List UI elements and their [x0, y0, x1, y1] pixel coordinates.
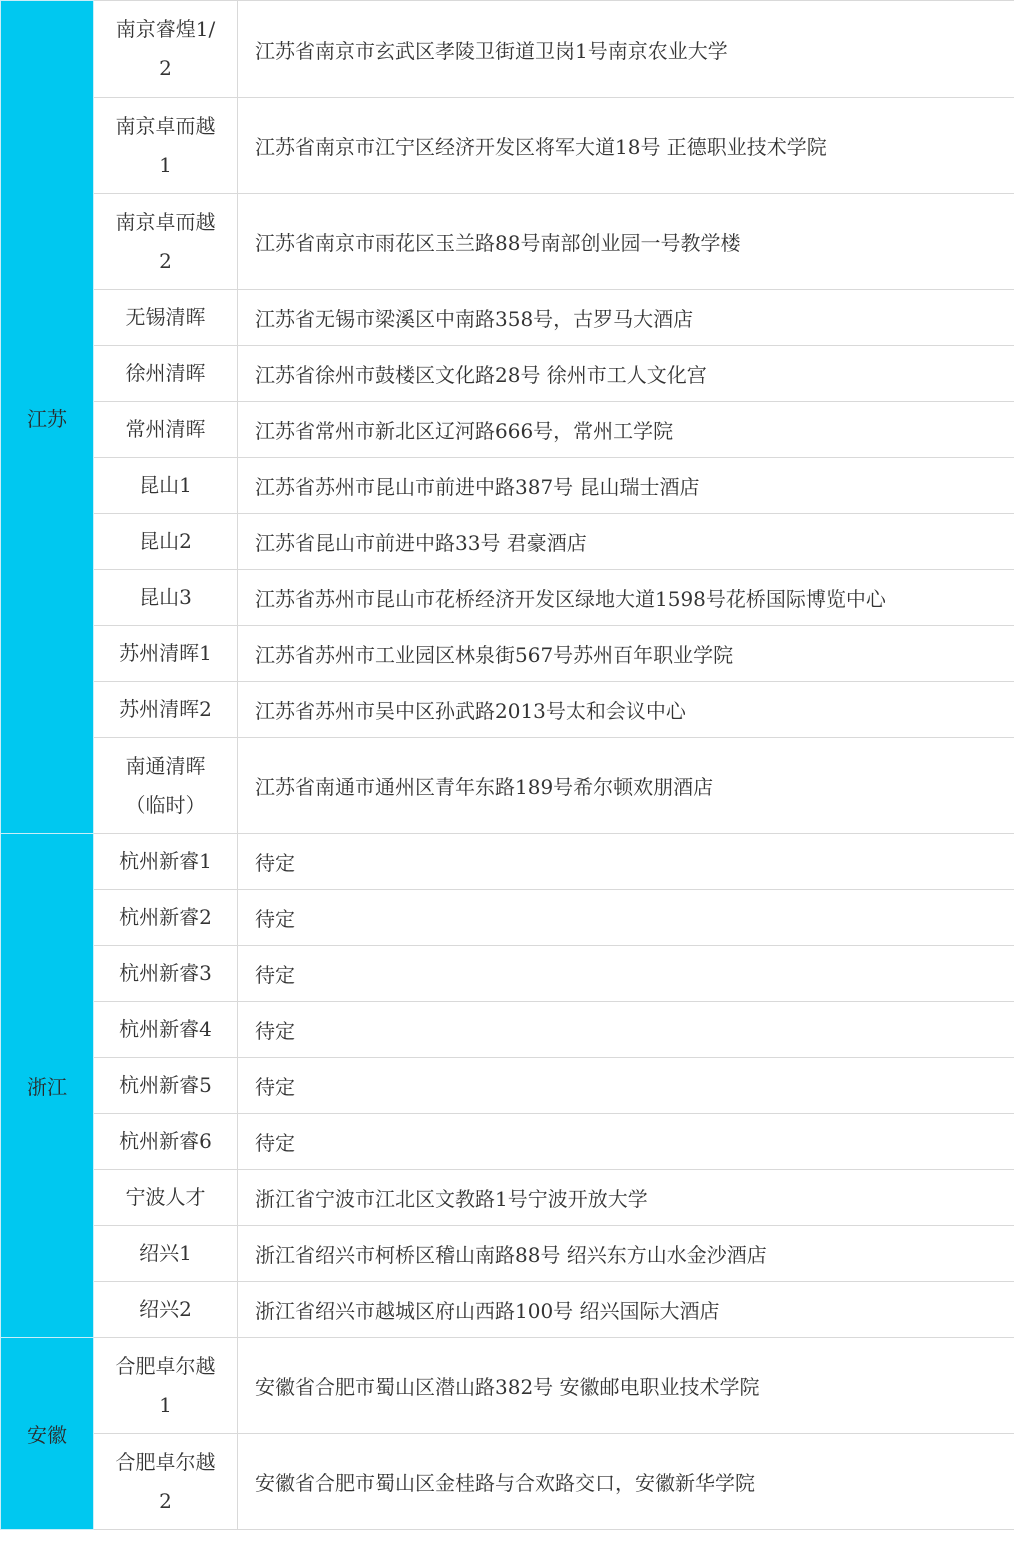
address-cell: 待定 — [238, 1058, 1014, 1114]
address-cell: 江苏省苏州市吴中区孙武路2013号太和会议中心 — [238, 682, 1014, 738]
site-cell: 南京卓而越2 — [94, 194, 238, 290]
site-cell: 绍兴2 — [94, 1282, 238, 1338]
site-cell: 昆山3 — [94, 570, 238, 626]
address-cell: 江苏省南京市玄武区孝陵卫街道卫岗1号南京农业大学 — [238, 1, 1014, 98]
site-cell: 徐州清晖 — [94, 346, 238, 402]
table-row — [1, 1282, 1014, 1338]
address-cell: 江苏省南京市雨花区玉兰路88号南部创业园一号教学楼 — [238, 194, 1014, 290]
table-row — [1, 1058, 1014, 1114]
table-row — [1, 1114, 1014, 1170]
table-row — [1, 570, 1014, 626]
site-cell: 南通清晖（临时） — [94, 738, 238, 834]
site-cell: 苏州清晖1 — [94, 626, 238, 682]
table-row — [1, 946, 1014, 1002]
table-row — [1, 1170, 1014, 1226]
address-cell: 江苏省昆山市前进中路33号 君豪酒店 — [238, 514, 1014, 570]
site-cell: 杭州新睿5 — [94, 1058, 238, 1114]
address-cell: 江苏省无锡市梁溪区中南路358号，古罗马大酒店 — [238, 290, 1014, 346]
province-cell: 浙江 — [1, 834, 94, 1338]
address-cell: 江苏省徐州市鼓楼区文化路28号 徐州市工人文化宫 — [238, 346, 1014, 402]
table-row — [1, 458, 1014, 514]
table-row — [1, 1338, 1014, 1434]
address-cell: 待定 — [238, 834, 1014, 890]
address-cell: 待定 — [238, 946, 1014, 1002]
table-row — [1, 834, 1014, 890]
site-cell: 无锡清晖 — [94, 290, 238, 346]
address-cell: 浙江省绍兴市越城区府山西路100号 绍兴国际大酒店 — [238, 1282, 1014, 1338]
site-cell: 常州清晖 — [94, 402, 238, 458]
site-cell: 昆山2 — [94, 514, 238, 570]
site-cell: 杭州新睿4 — [94, 1002, 238, 1058]
site-cell: 苏州清晖2 — [94, 682, 238, 738]
table-row — [1, 346, 1014, 402]
table-row — [1, 1, 1014, 98]
site-cell: 南京卓而越1 — [94, 98, 238, 194]
address-cell: 待定 — [238, 1114, 1014, 1170]
address-cell: 安徽省合肥市蜀山区金桂路与合欢路交口，安徽新华学院 — [238, 1434, 1014, 1530]
table-row — [1, 1002, 1014, 1058]
address-cell: 江苏省南京市江宁区经济开发区将军大道18号 正德职业技术学院 — [238, 98, 1014, 194]
site-cell: 宁波人才 — [94, 1170, 238, 1226]
address-cell: 安徽省合肥市蜀山区潜山路382号 安徽邮电职业技术学院 — [238, 1338, 1014, 1434]
address-cell: 待定 — [238, 890, 1014, 946]
site-cell: 南京睿煌1/2 — [94, 1, 238, 98]
address-cell: 浙江省宁波市江北区文教路1号宁波开放大学 — [238, 1170, 1014, 1226]
site-cell: 杭州新睿2 — [94, 890, 238, 946]
table-row — [1, 514, 1014, 570]
site-cell: 杭州新睿1 — [94, 834, 238, 890]
address-cell: 江苏省苏州市工业园区林泉街567号苏州百年职业学院 — [238, 626, 1014, 682]
table-row — [1, 890, 1014, 946]
table-row — [1, 682, 1014, 738]
address-cell: 江苏省常州市新北区辽河路666号，常州工学院 — [238, 402, 1014, 458]
site-cell: 绍兴1 — [94, 1226, 238, 1282]
table-row — [1, 402, 1014, 458]
site-cell: 杭州新睿3 — [94, 946, 238, 1002]
table-row — [1, 1434, 1014, 1530]
site-cell: 昆山1 — [94, 458, 238, 514]
address-cell: 江苏省南通市通州区青年东路189号希尔顿欢朋酒店 — [238, 738, 1014, 834]
address-cell: 江苏省苏州市昆山市花桥经济开发区绿地大道1598号花桥国际博览中心 — [238, 570, 1014, 626]
table-row — [1, 290, 1014, 346]
table-row — [1, 1226, 1014, 1282]
table-row — [1, 626, 1014, 682]
address-cell: 浙江省绍兴市柯桥区稽山南路88号 绍兴东方山水金沙酒店 — [238, 1226, 1014, 1282]
address-cell: 待定 — [238, 1002, 1014, 1058]
address-cell: 江苏省苏州市昆山市前进中路387号 昆山瑞士酒店 — [238, 458, 1014, 514]
table-row — [1, 194, 1014, 290]
site-cell: 合肥卓尔越2 — [94, 1434, 238, 1530]
province-cell: 安徽 — [1, 1338, 94, 1530]
site-cell: 合肥卓尔越1 — [94, 1338, 238, 1434]
table-row — [1, 98, 1014, 194]
table-row — [1, 738, 1014, 834]
site-cell: 杭州新睿6 — [94, 1114, 238, 1170]
province-cell: 江苏 — [1, 1, 94, 834]
